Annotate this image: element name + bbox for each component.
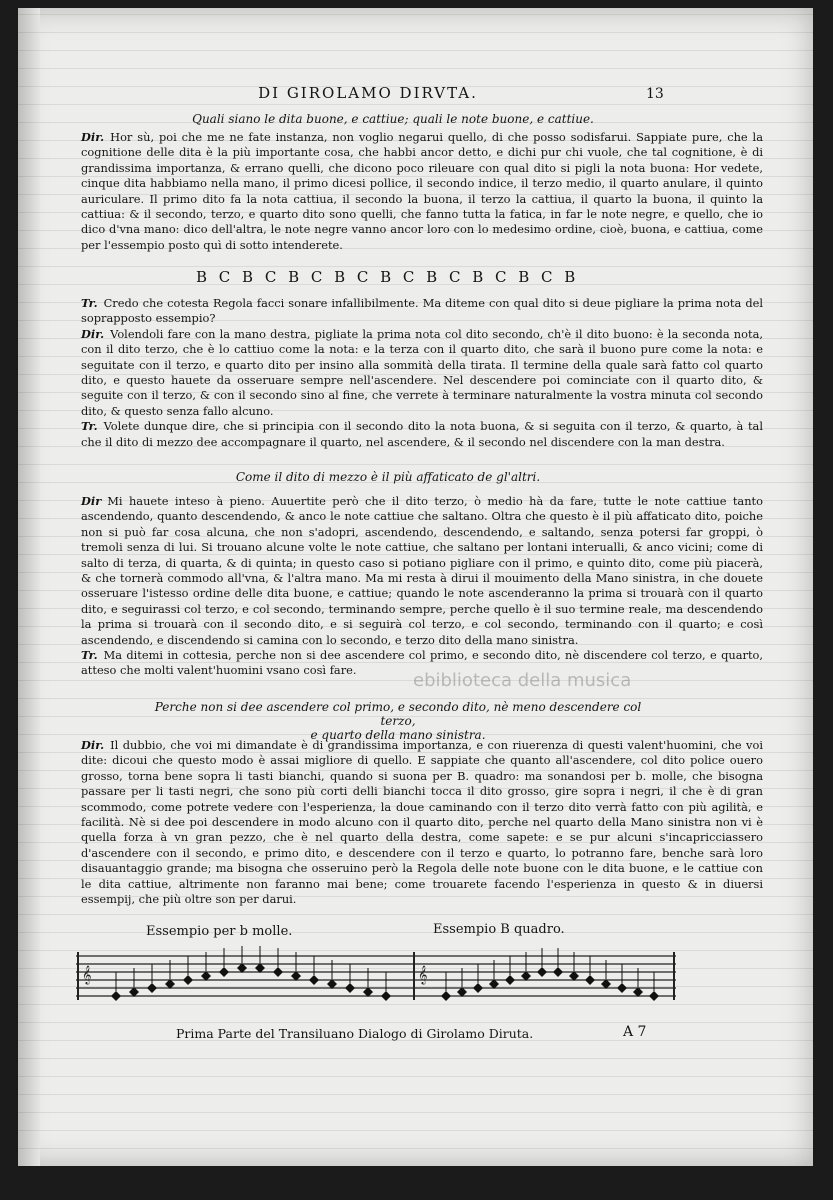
note-head (273, 967, 283, 977)
heading-line: e quarto della mano sinistra. (310, 728, 486, 742)
footer-line: Prima Parte del Transiluano Dialogo di Girolamo Diruta. (176, 1026, 534, 1041)
note-head (441, 991, 451, 1001)
speaker-label: Tr. (81, 296, 98, 310)
note-head (147, 983, 157, 993)
dialogue-text: Credo che cotesta Regola facci sonare infallibilmente. Ma diteme con qual dito si deue pigliare la prima nota del soprapposto essempio? (81, 296, 763, 326)
note-head (345, 983, 355, 993)
music-staff-examples (76, 946, 676, 1010)
notes-b-molle (111, 946, 391, 1001)
paragraph-text: Il dubbio, che voi mi dimandate è di grandissima importanza, e con riuerenza di questi valent'huomini, che voi dite: dicoui che questo modo è assai migliore di quello. E sappiate che quanto all'ascendere, col dito police ouero grosso, torna bene sopra li tasti bianchi, quando si suona per B. quadro: ma sonandosi per b. molle, che bisogna passare per li tasti negri, che sono più corti delli bianchi tocca il dito grosso, gire sopra i negri, il che è di gran scommodo, come potrete vedere con l'esperienza, la doue caminando con il terzo dito verrà fatto con più agilità, e facilità. Nè si dee poi descendere in modo alcuno con il quarto dito, perche nel quarto della Mano sinistra non vi è quella forza à vn gran pezzo, che è nel quarto della destra, come sapete: e se pur alcuni s'incapricciassero d'ascendere con il secondo, e primo dito, e descendere con il terzo e quarto, lo potranno fare, benche sarà loro disauantaggio grande; ma bisogna che osseruino però la Regola delle note buone con le dita buone, e le cattiue con le dita cattiue, altrimente non faranno mai bene; come trouarete facendo l'esperienza in questo & in diuersi essempij, che più oltre son per darui. (81, 738, 763, 907)
dialogue-text: Volete dunque dire, che si principia con il secondo dito la nota buona, & si seguita con il terzo, & quarto, à tal che il dito di mezzo dee accompagnare il quarto, nel ascendere, & il secondo nel discendere con la man destra. (81, 419, 763, 449)
dialogue-turn (81, 296, 763, 327)
speaker-label: Dir. (81, 326, 105, 341)
clef-glyph-right: 𝄞 (418, 965, 428, 984)
example-label-b-quadro: Essempio B quadro. (433, 922, 565, 937)
paragraph-1 (81, 130, 763, 253)
note-head (183, 975, 193, 985)
note-head (553, 967, 563, 977)
note-head (585, 975, 595, 985)
example-label-b-molle: Essempio per b molle. (146, 924, 293, 939)
watermark: ebiblioteca della musica (413, 670, 632, 691)
section-heading-1: Quali siano le dita buone, e cattiue; quali le note buone, e cattiue. (192, 112, 594, 126)
running-title: DI GIROLAMO DIRVTA. (258, 84, 478, 102)
finger-letter-sequence: B C B C B C B C B C B C B C B C B (196, 268, 578, 286)
dialogue-text: Mi hauete inteso à pieno. Auuertite però che il dito terzo, ò medio hà da fare, tutte le note cattiue tanto ascendendo, quanto descendendo, & anco le note cattiue che saltano. Oltra che questo è il più affaticato dito, poiche non si può far cosa alcuna, che non s'adopri, ascendendo, descendendo, e saltando, senza potersi far groppi, ò tremoli senza di lui. Si trouano alcune volte le note cattiue, che saltano per lontani interualli, & anco vicini; come di salto di terza, di quarta, & di quinta; in questo caso si potiano pigliare con il primo, e quinto dito, come più piacerà, & che tornerà commodo all'vna, & l'altra mano. Ma mi resta à dirui il mouimento della Mano sinistra, in che douete osseruare l'istesso ordine delle dita buone, e cattiue; quando le note ascenderanno la prima si trouarà con il quarto dito, e seguirassi col terzo, e col secondo, terminando sempre, perche quello è il suo termine reale, ma descendendo la prima si trouarà con il secondo dito, e si seguirà col terzo, e col secondo, terminando con il quarto; e così ascendendo, e discendendo si camina con lo secondo, e terzo dito della mano sinistra. (81, 494, 763, 647)
speaker-label: Tr. (81, 419, 98, 434)
dialogue-turn (81, 419, 763, 450)
note-head (649, 991, 659, 1001)
dialogue-turn (81, 494, 763, 648)
paragraph-text: Hor sù, poi che me ne fate instanza, non voglio negarui quello, di che posso sodisfarui. Sappiate pure, che la cognitione delle dita è la più importante cosa, che habbi ancor detto, e dichi pur chi vuole, che tal cognitione, è di grandissima importanza, & errano quelli, che dicono poco rileuare con qual dito si pigli la nota buona: Hor vedete, cinque dita habbiamo nella mano, il primo dicesi pollice, il secondo indice, il terzo medio, il quarto anulare, il quinto auriculare. Il primo dito fa la nota cattiua, il secondo la buona, il terzo la cattiua, il quarto la buona, il quinto la cattiua: & il secondo, terzo, e quarto dito sono quelli, che fanno tutta la fatica, in far le note negre, e quello, che io dico d'vna mano: dico dell'altra, le note negre vanno ancor loro con lo medesimo ordine, cioè, buona, e cattiua, come per l'essempio posto quì di sotto intenderete. (81, 130, 763, 252)
clef-glyph-left: 𝄞 (82, 965, 92, 984)
note-head (111, 991, 121, 1001)
dialogue-text: Ma ditemi in cottesia, perche non si dee ascendere col primo, e secondo dito, nè discendere col terzo, e quarto, atteso che molti valent'huomini vsano così fare. (81, 648, 763, 678)
page-number: 13 (646, 86, 664, 102)
dialogue-block-2 (81, 494, 763, 679)
speaker-label: Dir. (81, 738, 105, 752)
heading-line: Perche non si dee ascendere col primo, e secondo dito, nè meno descendere col terzo, (154, 700, 642, 728)
dialogue-text: Volendoli fare con la mano destra, pigliate la prima nota col dito secondo, ch'è il dito buono: è la seconda nota, con il dito terzo, che è lo cattiuo come la nota: e la terza con il quarto dito, che sarà il buono pure come la nota: e seguitate con il terzo, e quarto dito per insino alla sommità della tirata. Il termine della quale sarà fatto col quarto dito, e questo hauete da osseruare sempre nell'ascendere. Nel descendere poi cominciate con il quarto dito, & seguite con il terzo, & con il secondo sino al fine, che verrete à terminare naturalmente la vostra minuta col secondo dito, & questo senza fallo alcuno. (81, 326, 763, 418)
note-head (309, 975, 319, 985)
speaker-label: Dir (81, 494, 102, 508)
book-page (18, 8, 813, 1166)
paragraph-3 (81, 738, 763, 907)
signature-mark: A 7 (623, 1024, 647, 1040)
note-head (381, 991, 391, 1001)
note-head (473, 983, 483, 993)
note-head (505, 975, 515, 985)
speaker-label: Tr. (81, 648, 98, 663)
dialogue-turn (81, 327, 763, 419)
note-head (219, 967, 229, 977)
section-heading-2: Come il dito di mezzo è il più affaticato de gl'altri. (235, 470, 541, 484)
section-heading-3 (138, 700, 658, 742)
speaker-label: Dir. (81, 130, 105, 144)
note-head (617, 983, 627, 993)
dialogue-block-1 (81, 296, 763, 450)
page-gutter (18, 8, 40, 1166)
note-head (537, 967, 547, 977)
